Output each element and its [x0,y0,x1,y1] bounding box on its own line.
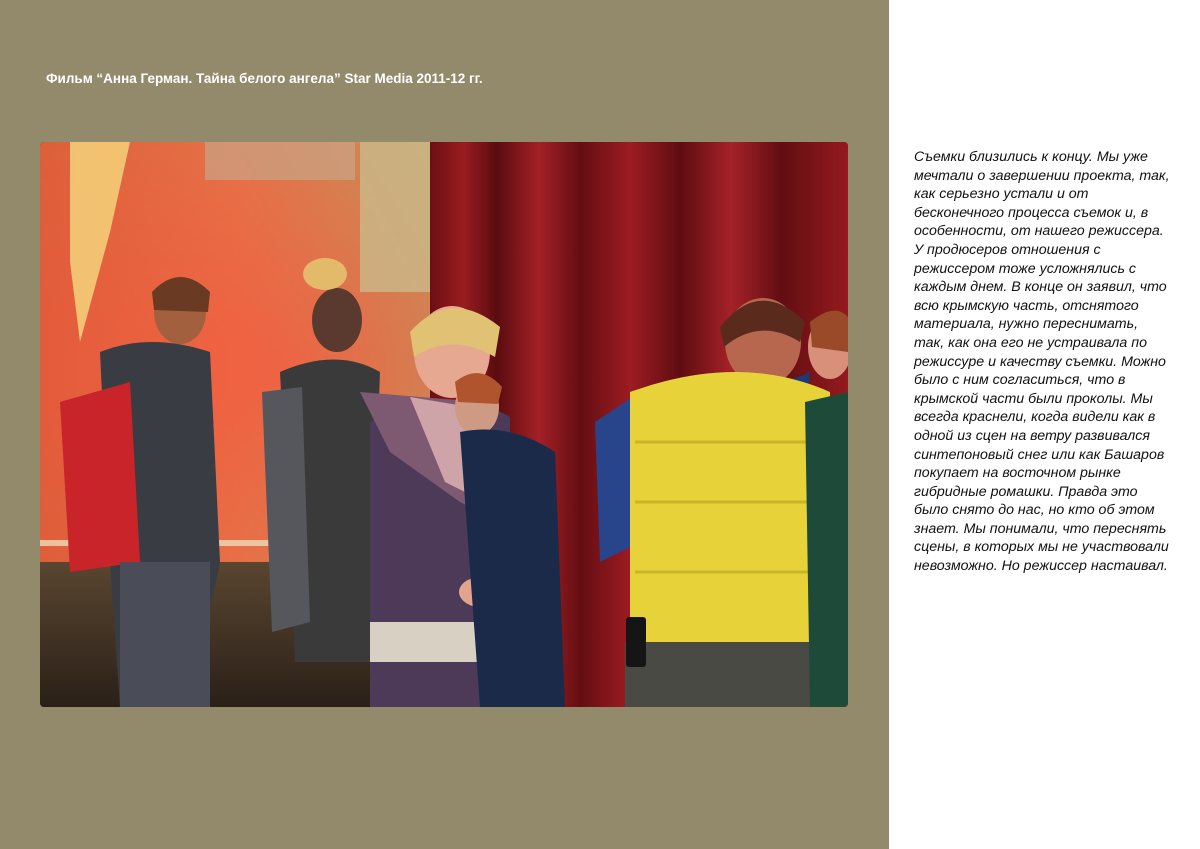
film-set-photo [40,142,848,707]
photo-caption: Фильм “Анна Герман. Тайна белого ангела” Star Media 2011-12 гг. [46,71,483,86]
story-paragraph: Съемки близились к концу. Мы уже мечтали о завершении проекта, так, как серьезно устали и от бесконечного процесса съемок и, в особенности, от нашего режиссера. У продюсеров отношения с режиссером тоже усложнялись с каждым днем. В конце он заявил, что всю крымскую часть, отснятого материала, нужно переснимать, так, как она его не устраивала по режиссуре и качеству съемки. Можно было с ним согласиться, что в крымской части были проколы. Мы всегда краснели, когда видели как в одной из сцен на ветру развивался синтепоновый снег или как Башаров покупает на восточном рынке гибридные ромашки. Правда это было снято до нас, но кто об этом знает. Мы понимали, что переснять сцены, в которых мы не участвовали невозможно. Но режиссер настаивал. [914,149,1170,575]
